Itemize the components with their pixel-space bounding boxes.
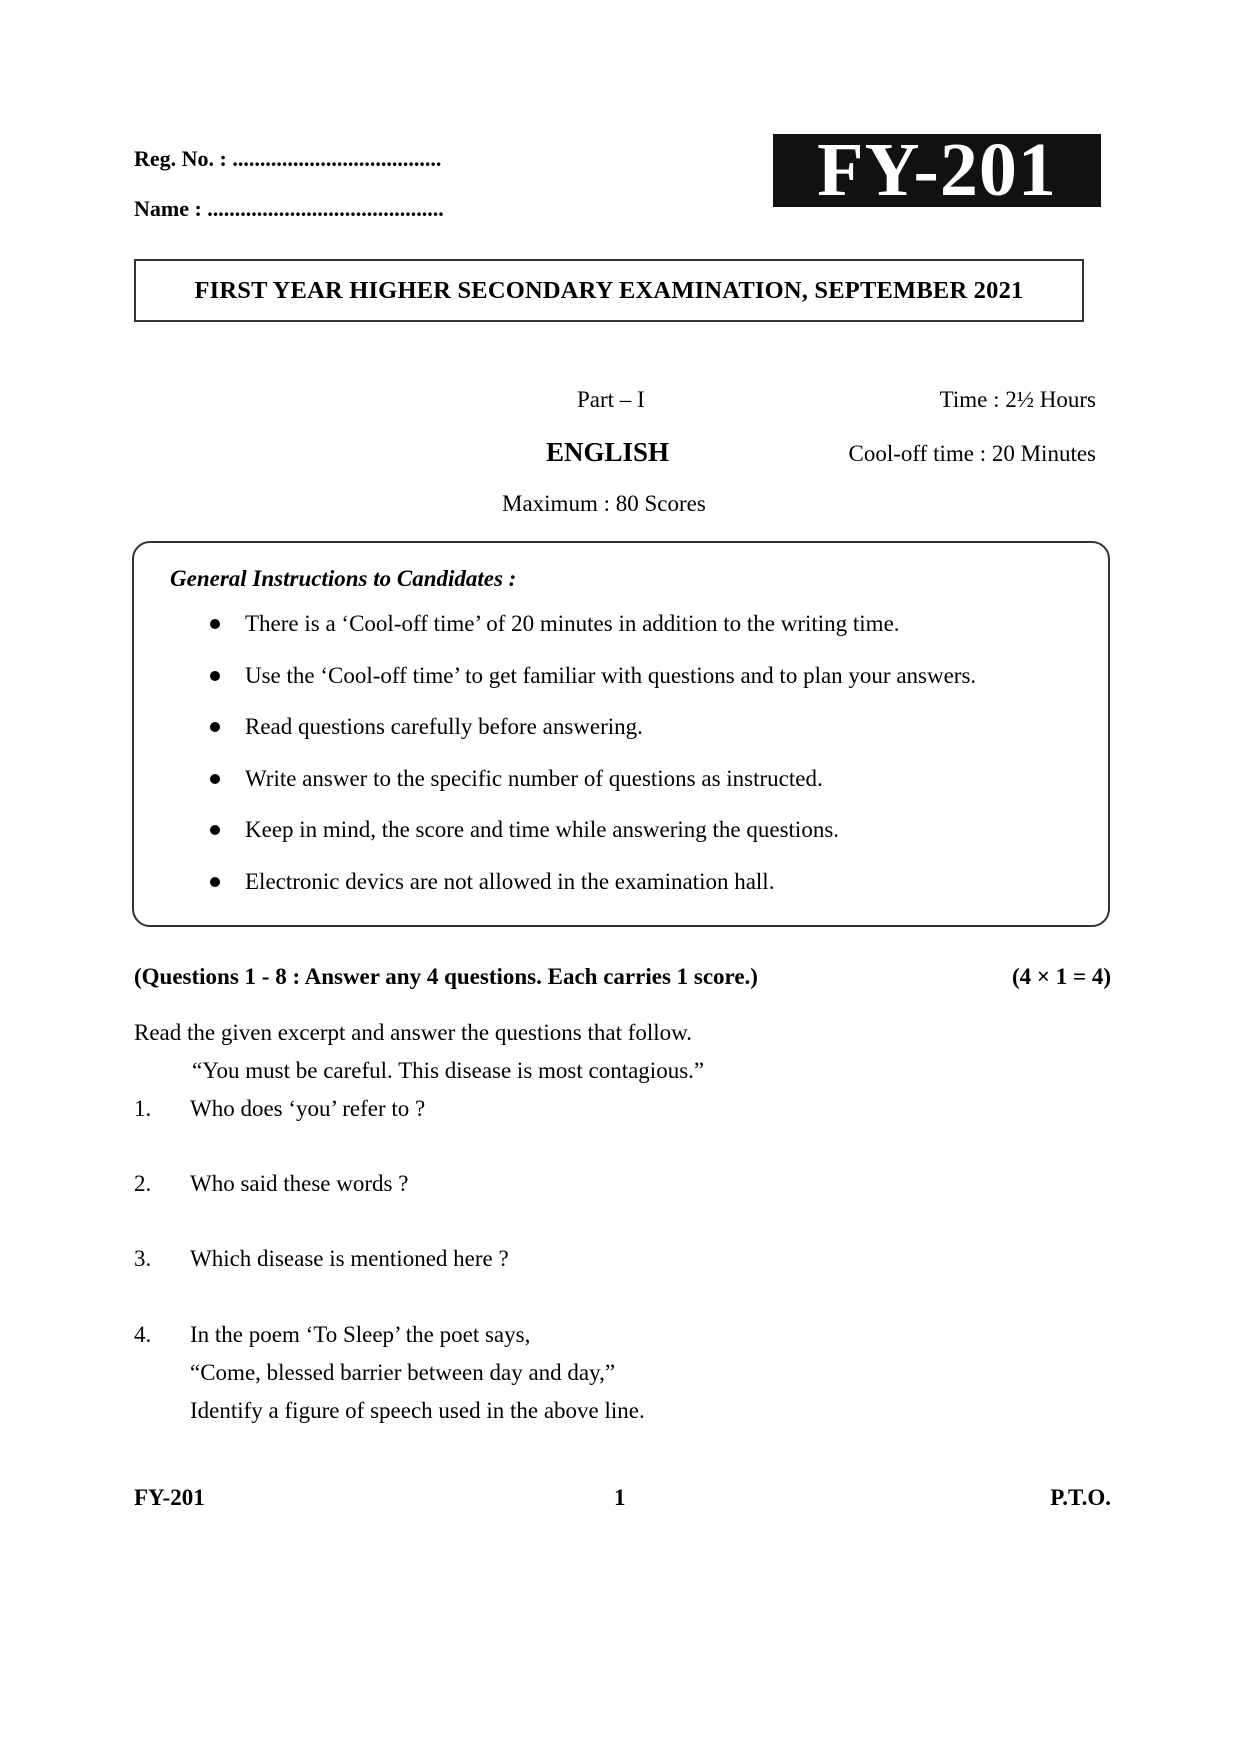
- bullet-icon: [210, 774, 220, 784]
- question-text: Which disease is mentioned here ?: [190, 1246, 509, 1271]
- max-score-label: Maximum : 80 Scores: [502, 491, 706, 516]
- instructions-title: General Instructions to Candidates :: [170, 566, 517, 591]
- question-text: Identify a figure of speech used in the above line.: [190, 1398, 645, 1423]
- reg-no-field: Reg. No. : ......................................: [134, 146, 442, 171]
- time-label: Time : 2½ Hours: [939, 387, 1096, 412]
- bullet-icon: [210, 671, 220, 681]
- excerpt-quote: “You must be careful. This disease is most contagious.”: [192, 1058, 705, 1083]
- question-number: 1.: [134, 1096, 152, 1121]
- question-text: In the poem ‘To Sleep’ the poet says,: [190, 1322, 531, 1347]
- instruction-item: There is a ‘Cool-off time’ of 20 minutes in addition to the writing time.: [134, 609, 1108, 639]
- instruction-item: Use the ‘Cool-off time’ to get familiar with questions and to plan your answers.: [134, 661, 1108, 691]
- bullet-icon: [210, 619, 220, 629]
- paper-code-box: FY-201: [773, 134, 1101, 207]
- instruction-item: Electronic devics are not allowed in the examination hall.: [134, 867, 1108, 897]
- bullet-icon: [210, 825, 220, 835]
- part-label: Part – I: [577, 387, 645, 412]
- footer-paper-code: FY-201: [134, 1485, 205, 1510]
- instructions-box: [132, 541, 1110, 927]
- section-header: (Questions 1 - 8 : Answer any 4 questions. Each carries 1 score.): [134, 964, 758, 989]
- subject-title: ENGLISH: [546, 437, 670, 467]
- cool-off-label: Cool-off time : 20 Minutes: [848, 441, 1096, 466]
- section-score: (4 × 1 = 4): [1011, 964, 1111, 989]
- bullet-icon: [210, 877, 220, 887]
- pto-label: P.T.O.: [1050, 1485, 1111, 1510]
- name-field: Name : ...........................................: [134, 196, 444, 221]
- instruction-item: Write answer to the specific number of questions as instructed.: [134, 764, 1108, 794]
- bullet-icon: [210, 722, 220, 732]
- question-text: Who said these words ?: [190, 1171, 409, 1196]
- section-intro: Read the given excerpt and answer the questions that follow.: [134, 1020, 693, 1045]
- exam-title-box: FIRST YEAR HIGHER SECONDARY EXAMINATION, SEPTEMBER 2021: [134, 259, 1084, 322]
- question-number: 2.: [134, 1171, 152, 1196]
- instruction-item: Read questions carefully before answering.: [134, 712, 1108, 742]
- page-number: 1: [614, 1485, 626, 1510]
- question-text: Who does ‘you’ refer to ?: [190, 1096, 426, 1121]
- question-number: 4.: [134, 1322, 152, 1347]
- instruction-item: Keep in mind, the score and time while answering the questions.: [134, 815, 1108, 845]
- question-number: 3.: [134, 1246, 152, 1271]
- question-text: “Come, blessed barrier between day and day,”: [190, 1360, 616, 1385]
